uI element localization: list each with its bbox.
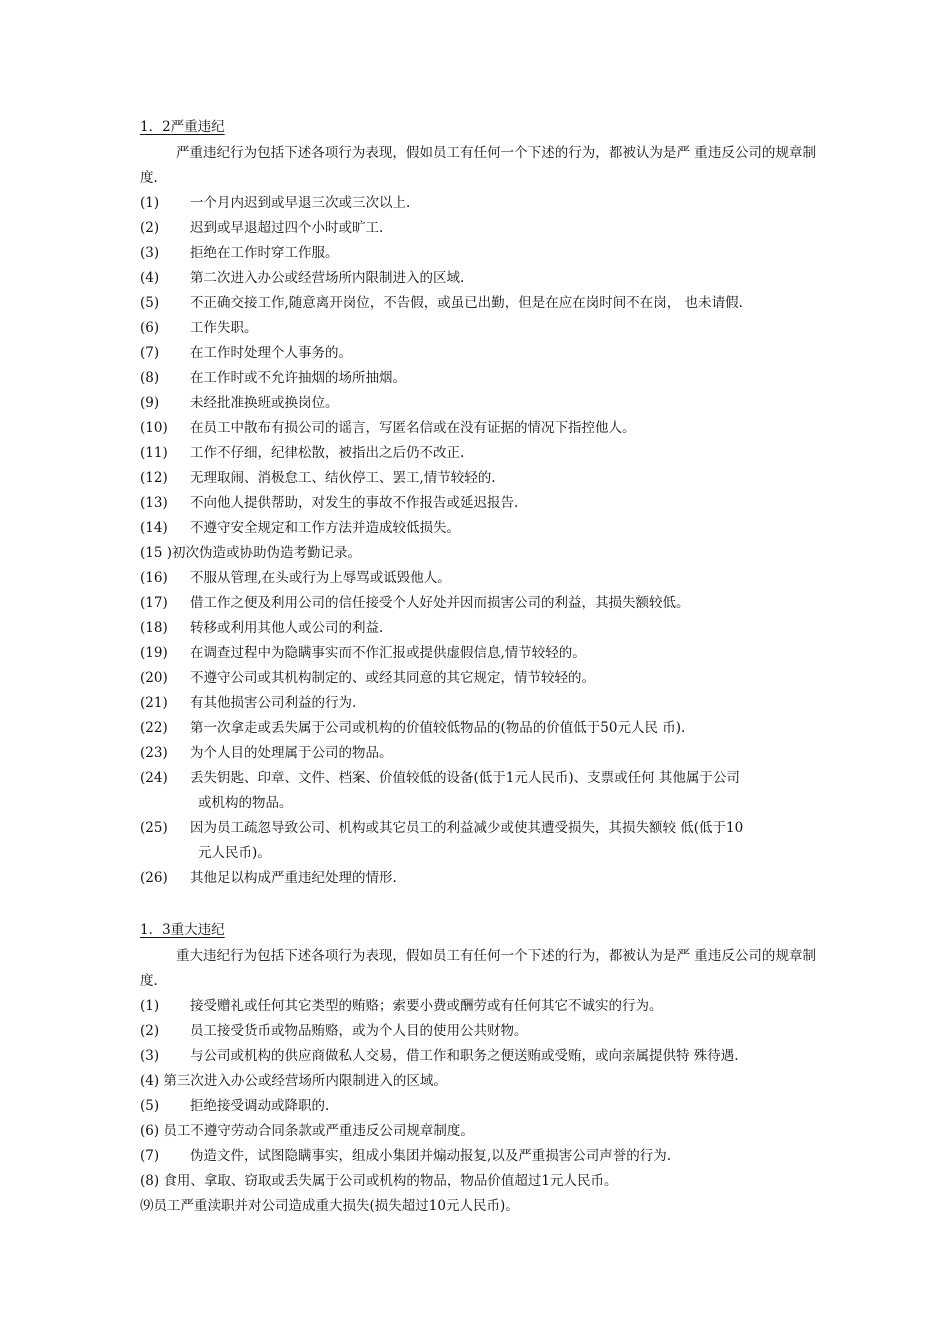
list-item bbox=[140, 516, 816, 541]
list-item bbox=[140, 441, 816, 466]
item-text-line2: 元人民币)。 bbox=[198, 845, 271, 861]
item-number: (4) bbox=[140, 270, 160, 286]
list-item bbox=[140, 466, 816, 491]
item-text: 在工作时处理个人事务的。 bbox=[190, 345, 352, 361]
list-item bbox=[140, 1019, 816, 1044]
item-text: 不向他人提供帮助，对发生的事故不作报告或延迟报告. bbox=[190, 495, 519, 511]
list-item bbox=[140, 191, 816, 216]
list-item bbox=[140, 591, 816, 616]
list-item bbox=[140, 691, 816, 716]
item-number: (7) bbox=[140, 1148, 160, 1164]
list-item bbox=[140, 216, 816, 241]
item-text-line1: 丢失钥匙、印章、文件、档案、价值较低的设备(低于1元人民币)、支票或任何 其他属于公司 bbox=[190, 770, 740, 786]
item-text: 不遵守安全规定和工作方法并造成较低损失。 bbox=[190, 520, 460, 536]
item-text: 借工作之便及利用公司的信任接受个人好处并因而损害公司的利益，其损失额较低。 bbox=[190, 595, 690, 611]
violation-list-1-3 bbox=[140, 994, 816, 1069]
violation-list-1-2-part-b bbox=[140, 566, 816, 766]
item-number: (5) bbox=[140, 1098, 160, 1114]
item-text: 拒绝在工作时穿工作服。 bbox=[190, 245, 339, 261]
item-text: 转移或利用其他人或公司的利益. bbox=[190, 620, 384, 636]
item-text bbox=[190, 766, 816, 816]
item-text: 工作失职。 bbox=[190, 320, 258, 336]
item-text: 工作不仔细，纪律松散，被指出之后仍不改正. bbox=[190, 445, 465, 461]
list-item bbox=[140, 416, 816, 441]
item-text: 接受赠礼或任何其它类型的贿赂；索要小费或酬劳或有任何其它不诚实的行为。 bbox=[190, 998, 663, 1014]
item-number: (22) bbox=[140, 720, 168, 736]
item-number: (6) bbox=[140, 320, 160, 336]
item-number: (9) bbox=[140, 395, 160, 411]
list-item bbox=[140, 716, 816, 741]
section-spacer bbox=[140, 891, 816, 919]
item-number: (7) bbox=[140, 345, 160, 361]
section-heading-1-3: 1．3重大违纪 bbox=[140, 922, 225, 938]
item-text: 第二次进入办公或经营场所内限制进入的区域. bbox=[190, 270, 465, 286]
item-number: (20) bbox=[140, 670, 168, 686]
item-number: (11) bbox=[140, 445, 168, 461]
document-content bbox=[140, 116, 816, 1219]
list-item-15: (15 )初次伪造或协助伪造考勤记录。 bbox=[140, 545, 362, 561]
section-heading-1-2: 1．2严重违纪 bbox=[140, 119, 225, 135]
list-item-25 bbox=[140, 816, 816, 866]
section-intro-1-3: 重大违纪行为包括下述各项行为表现，假如员工有任何一个下述的行为，都被认为是严 重违反公司的规章制度. bbox=[140, 948, 816, 989]
list-item bbox=[140, 366, 816, 391]
list-item-26 bbox=[140, 866, 816, 891]
item-number: (2) bbox=[140, 220, 160, 236]
list-item bbox=[140, 291, 816, 316]
list-item-1-3-4: (4) 第三次进入办公或经营场所内限制进入的区域。 bbox=[140, 1073, 447, 1089]
item-number: (23) bbox=[140, 745, 168, 761]
item-text: 迟到或早退超过四个小时或旷工. bbox=[190, 220, 384, 236]
item-number: (17) bbox=[140, 595, 168, 611]
item-number: (3) bbox=[140, 1048, 160, 1064]
item-number: (16) bbox=[140, 570, 168, 586]
list-item bbox=[140, 341, 816, 366]
item-text-line2: 或机构的物品。 bbox=[198, 795, 293, 811]
item-text: 在工作时或不允许抽烟的场所抽烟。 bbox=[190, 370, 406, 386]
list-item bbox=[140, 391, 816, 416]
item-text: 有其他损害公司利益的行为. bbox=[190, 695, 357, 711]
item-text: 与公司或机构的供应商做私人交易，借工作和职务之便送贿或受贿，或向亲属提供特 殊待遇. bbox=[190, 1048, 739, 1064]
item-text: 无理取闹、消极怠工、结伙停工、罢工,情节较轻的. bbox=[190, 470, 496, 486]
list-item bbox=[140, 491, 816, 516]
item-number: (21) bbox=[140, 695, 168, 711]
item-text bbox=[190, 816, 816, 866]
item-number: (2) bbox=[140, 1023, 160, 1039]
item-number: (5) bbox=[140, 295, 160, 311]
item-text: 不遵守公司或其机构制定的、或经其同意的其它规定，情节较轻的。 bbox=[190, 670, 595, 686]
list-item bbox=[140, 741, 816, 766]
item-text-line1: 因为员工疏忽导致公司、机构或其它员工的利益减少或使其遭受损失，其损失额较 低(低于10 bbox=[190, 820, 744, 836]
item-number: (8) bbox=[140, 370, 160, 386]
item-text: 不正确交接工作,随意离开岗位，不告假，或虽已出勤，但是在应在岗时间不在岗， 也未请假. bbox=[190, 295, 743, 311]
item-number: (3) bbox=[140, 245, 160, 261]
item-number: (26) bbox=[140, 870, 168, 886]
item-text: 第一次拿走或丢失属于公司或机构的价值较低物品的(物品的价值低于50元人民 币). bbox=[190, 720, 686, 736]
item-number: (1) bbox=[140, 195, 160, 211]
list-item-1-3-8: (8) 食用、拿取、窃取或丢失属于公司或机构的物品，物品价值超过1元人民币。 bbox=[140, 1173, 618, 1189]
item-text: 为个人目的处理属于公司的物品。 bbox=[190, 745, 393, 761]
list-item-1-3-6: (6) 员工不遵守劳动合同条款或严重违反公司规章制度。 bbox=[140, 1123, 474, 1139]
item-number: (12) bbox=[140, 470, 168, 486]
list-item-1-3-5 bbox=[140, 1094, 816, 1119]
item-number: (14) bbox=[140, 520, 168, 536]
list-item bbox=[140, 616, 816, 641]
list-item bbox=[140, 666, 816, 691]
list-item bbox=[140, 241, 816, 266]
item-text: 拒绝接受调动或降职的. bbox=[190, 1098, 330, 1114]
item-text: 不服从管理,在头或行为上辱骂或诋毁他人。 bbox=[190, 570, 451, 586]
item-text: 一个月内迟到或早退三次或三次以上. bbox=[190, 195, 411, 211]
item-text: 未经批准换班或换岗位。 bbox=[190, 395, 339, 411]
item-text: 其他足以构成严重违纪处理的情形. bbox=[190, 870, 397, 886]
list-item-24 bbox=[140, 766, 816, 816]
violation-list-1-2-part-a bbox=[140, 191, 816, 541]
list-item bbox=[140, 641, 816, 666]
item-number: (1) bbox=[140, 998, 160, 1014]
item-number: (19) bbox=[140, 645, 168, 661]
list-item bbox=[140, 566, 816, 591]
item-number: (24) bbox=[140, 770, 168, 786]
item-number: (10) bbox=[140, 420, 168, 436]
list-item bbox=[140, 994, 816, 1019]
list-item-1-3-9: ⑼员工严重渎职并对公司造成重大损失(损失超过10元人民币)。 bbox=[140, 1198, 519, 1214]
item-text: 伪造文件，试图隐瞒事实，组成小集团并煽动报复,以及严重损害公司声誉的行为. bbox=[190, 1148, 672, 1164]
section-intro-1-2: 严重违纪行为包括下述各项行为表现，假如员工有任何一个下述的行为，都被认为是严 重违反公司的规章制度. bbox=[140, 145, 816, 186]
list-item bbox=[140, 266, 816, 291]
list-item-1-3-7 bbox=[140, 1144, 816, 1169]
item-number: (25) bbox=[140, 820, 168, 836]
item-number: (13) bbox=[140, 495, 168, 511]
list-item bbox=[140, 1044, 816, 1069]
item-text: 员工接受货币或物品贿赂，或为个人目的使用公共财物。 bbox=[190, 1023, 528, 1039]
item-text: 在调查过程中为隐瞒事实而不作汇报或提供虚假信息,情节较轻的。 bbox=[190, 645, 586, 661]
item-text: 在员工中散布有损公司的谣言，写匿名信或在没有证据的情况下指控他人。 bbox=[190, 420, 636, 436]
list-item bbox=[140, 316, 816, 341]
item-number: (18) bbox=[140, 620, 168, 636]
